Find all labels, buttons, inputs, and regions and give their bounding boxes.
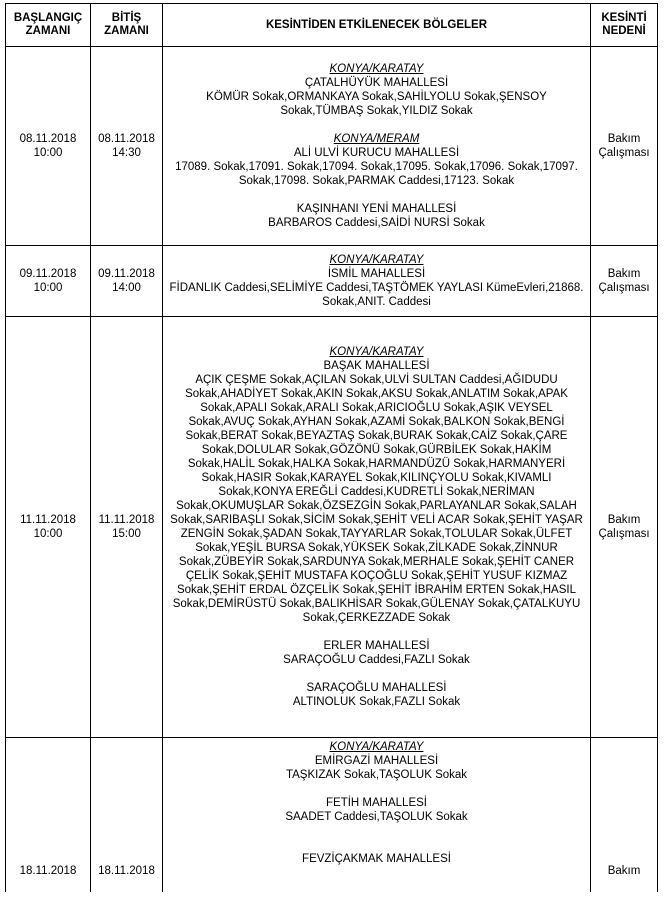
end-date: 09.11.2018 <box>98 268 155 280</box>
end-time: 15:00 <box>112 528 141 540</box>
end-cell <box>91 246 163 317</box>
end-cell <box>91 47 163 246</box>
regions-cell <box>163 47 591 246</box>
reason-cell: Bakım Çalışması <box>591 246 658 317</box>
reason-cell: Bakım Çalışması <box>591 317 658 738</box>
header-end: BİTİŞ ZAMANI <box>91 4 163 47</box>
streets: BARBAROS Caddesi,SAİDİ NURSİ Sokak <box>268 217 485 229</box>
table-row <box>6 246 658 317</box>
start-date: 18.11.2018 <box>19 865 77 877</box>
table-row <box>6 47 658 246</box>
district: KONYA/MERAM <box>333 133 420 145</box>
neighborhood: EMİRGAZİ MAHALLESİ <box>314 755 439 767</box>
reason-cell: Bakım Çalışması <box>591 47 658 246</box>
start-cell <box>6 317 91 738</box>
start-time: 10:00 <box>33 282 63 294</box>
district: KONYA/KARATAY <box>329 741 424 753</box>
header-regions: KESİNTİDEN ETKİLENECEK BÖLGELER <box>163 4 591 47</box>
streets: TAŞKIZAK Sokak,TAŞOLUK Sokak <box>285 769 468 781</box>
regions-cell <box>163 317 591 738</box>
start-time: 10:00 <box>33 528 63 540</box>
regions-cell <box>163 246 591 317</box>
neighborhood: ÇATALHÜYÜK MAHALLESİ <box>304 77 449 89</box>
end-date: 08.11.2018 <box>98 133 155 145</box>
table-row <box>6 317 658 738</box>
district: KONYA/KARATAY <box>329 254 424 266</box>
end-cell <box>91 317 163 738</box>
streets: SARAÇOĞLU Caddesi,FAZLI Sokak <box>283 654 470 666</box>
start-cell <box>6 47 91 246</box>
header-row <box>6 4 658 47</box>
district: KONYA/KARATAY <box>329 63 424 75</box>
end-date: 11.11.2018 <box>98 514 155 526</box>
neighborhood: FEVZİÇAKMAK MAHALLESİ <box>302 853 451 865</box>
neighborhood: SARAÇOĞLU MAHALLESİ <box>306 682 447 694</box>
start-date: 08.11.2018 <box>19 133 77 145</box>
start-time: 10:00 <box>33 147 63 159</box>
streets: 17089. Sokak,17091. Sokak,17094. Sokak,17095. Sokak,17096. Sokak,17097. Sokak,17098. Sokak,PARMAK Caddesi,17123. Sokak <box>175 161 578 187</box>
table-row <box>6 738 658 893</box>
end-time: 14:00 <box>112 282 141 294</box>
end-time: 14:30 <box>112 147 141 159</box>
regions-cell <box>163 738 591 893</box>
start-cell <box>6 246 91 317</box>
start-date: 09.11.2018 <box>19 268 77 280</box>
start-cell <box>6 738 91 893</box>
neighborhood: ALİ ULVİ KURUCU MAHALLESİ <box>293 147 460 159</box>
header-reason: KESİNTİ NEDENİ <box>591 4 658 47</box>
start-date: 11.11.2018 <box>20 514 76 526</box>
neighborhood: KAŞINHANI YENİ MAHALLESİ <box>296 203 457 215</box>
reason-cell: Bakım <box>591 738 658 893</box>
header-start: BAŞLANGIÇ ZAMANI <box>6 4 91 47</box>
end-cell <box>91 738 163 893</box>
streets: AÇIK ÇEŞME Sokak,AÇILAN Sokak,ULVİ SULTAN Caddesi,AĞIDUDU Sokak,AHADİYET Sokak,AKIN Sokak,AKSU Sokak,ANLATIM Sokak,APAK Sokak,APALI Sokak,ARALI Sokak,ARICIOĞLU Sokak,AŞIK VEYSEL Sokak,AVUÇ Sokak,AYHAN Sokak,AZAMİ Sokak,BALKON Sokak,BENGİ Sokak,BERAT Sokak,BEYAZTAŞ Sokak,BURAK Sokak,CAİZ Sokak,ÇARE Sokak,DOLULAR Sokak,GÖZÖNÜ Sokak,GÜRBİLEK Sokak,HAKİM Sokak,HALİL Sokak,HALKA Sokak,HARMANDÜZÜ Sokak,HARMANYERİ Sokak,HASIR Sokak,KARAYEL Sokak,KILINÇYOLU Sokak,KIVAMLI Sokak,KONYA EREĞLİ Caddesi,KUDRETLİ Sokak,NERİMAN Sokak,OKUMUŞLAR Sokak,ÖZSEZGİN Sokak,PARLAYANLAR Sokak,SALAH Sokak,SARIBAŞLI Sokak,SİCİM Sokak,ŞEHİT VELİ ACAR Sokak,ŞEHİT YAŞAR ZENGİN Sokak,ŞADAN Sokak,TAYYARLAR Sokak,TOLULAR Sokak,ÜLFET Sokak,YEŞİL BURSA Sokak,YÜKSEK Sokak,ZİLKADE Sokak,ZİNNUR Sokak,ZÜBEYİR Sokak,SARDUNYA Sokak,MERHALE Sokak,ŞEHİT CANER ÇELİK Sokak,ŞEHİT MUSTAFA KOÇOĞLU Sokak,ŞEHİT YUSUF KIZMAZ Sokak,ŞEHİT ERDAL ÖZÇELİK Sokak,ŞEHİT İBRAHİM ERTEN Sokak,HASIL Sokak,DEMİRÜSTÜ Sokak,BALIKHİSAR Sokak,GÜLENAY Sokak,ÇATALKUYU Sokak,ÇERKEZZADE Sokak <box>170 374 583 624</box>
neighborhood: ERLER MAHALLESİ <box>323 640 430 652</box>
power-outage-table <box>5 3 658 892</box>
streets: SAADET Caddesi,TAŞOLUK Sokak <box>285 811 468 823</box>
neighborhood: BAŞAK MAHALLESİ <box>323 360 430 372</box>
neighborhood: İSMİL MAHALLESİ <box>327 268 426 280</box>
streets: ALTINOLUK Sokak,FAZLI Sokak <box>292 696 461 708</box>
neighborhood: FETİH MAHALLESİ <box>326 797 427 809</box>
end-date: 18.11.2018 <box>98 865 155 877</box>
district: KONYA/KARATAY <box>329 346 424 358</box>
streets: KÖMÜR Sokak,ORMANKAYA Sokak,SAHİLYOLU Sokak,ŞENSOY Sokak,TÜMBAŞ Sokak,YILDIZ Sokak <box>206 91 547 117</box>
streets: FİDANLIK Caddesi,SELİMİYE Caddesi,TAŞTÖMEK YAYLASI KümeEvleri,21868. Sokak,ANIT. Caddesi <box>169 282 584 308</box>
